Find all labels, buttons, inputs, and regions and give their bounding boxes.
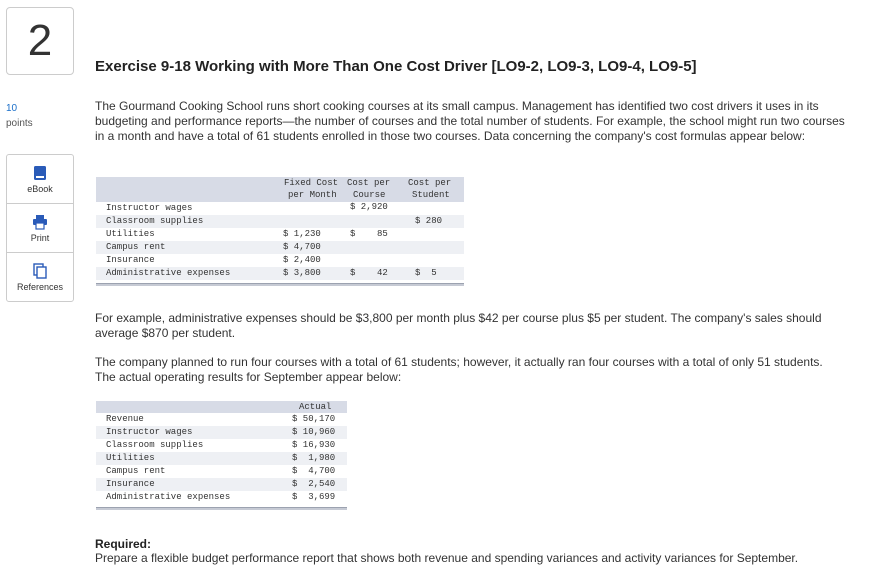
table-cell: $ 5 (415, 268, 437, 278)
course-header-line2: Course (353, 190, 386, 200)
table-cell: $ 3,800 (283, 268, 321, 278)
fixed-header-line2: per Month (288, 190, 337, 200)
table-row (96, 254, 464, 267)
row-label: Instructor wages (106, 427, 193, 437)
row-label: Administrative expenses (106, 268, 231, 278)
exercise-title: Exercise 9-18 Working with More Than One Cost Driver [LO9-2, LO9-3, LO9-4, LO9-5] (95, 58, 697, 75)
table-cell: $ 2,400 (283, 255, 321, 265)
cost-formula-table (96, 177, 464, 286)
table-bottom-rule (96, 507, 347, 510)
printer-icon (32, 214, 48, 230)
student-header-line1: Cost per (408, 178, 452, 188)
course-header-line1: Cost per (347, 178, 391, 188)
question-number: 2 (6, 7, 74, 75)
print-label: Print (30, 232, 50, 243)
row-label: Revenue (106, 414, 144, 424)
points-value: 10 (6, 103, 18, 114)
table-cell: $ 1,230 (283, 229, 321, 239)
book-icon (32, 165, 48, 181)
table-row (96, 452, 347, 465)
table-cell: $ 85 (350, 229, 388, 239)
fixed-header-line1: Fixed Cost (284, 178, 339, 188)
table-bottom-rule (96, 283, 464, 286)
table-cell: $ 280 (415, 216, 443, 226)
row-label: Insurance (106, 479, 155, 489)
table-cell: $ 4,700 (283, 242, 321, 252)
table-row (96, 413, 347, 426)
row-label: Campus rent (106, 242, 166, 252)
row-label: Utilities (106, 229, 155, 239)
row-label: Insurance (106, 255, 155, 265)
example-paragraph: For example, administrative expenses should be $3,800 per month plus $42 per course plus $5 per student. The company's sales should average $870 per student. (95, 311, 822, 340)
row-label: Campus rent (106, 466, 166, 476)
actual-header: Actual (299, 402, 332, 412)
table-cell: $ 16,930 (292, 440, 336, 450)
table-row (96, 241, 464, 254)
table-row (96, 202, 464, 215)
intro-paragraph: The Gourmand Cooking School runs short cooking courses at its small campus. Management has identified two cost drivers it uses in its budgeting and performance reports—the number of courses and the total number of students. For example, the school might run two courses in a month and have a total of 61 students enrolled in those two courses. Data concerning the company's cost formulas appear below: (95, 99, 845, 143)
table-cell: $ 1,980 (292, 453, 336, 463)
references-button[interactable] (7, 253, 73, 301)
table-cell: $ 50,170 (292, 414, 336, 424)
print-button[interactable] (7, 204, 73, 253)
required-heading: Required: (95, 537, 152, 551)
actual-results-table (96, 401, 347, 510)
table-cell: $ 2,540 (292, 479, 336, 489)
row-label: Classroom supplies (106, 216, 204, 226)
row-label: Classroom supplies (106, 440, 204, 450)
references-label: References (16, 281, 64, 292)
copy-icon (32, 263, 48, 279)
table-row (96, 426, 347, 439)
tools-panel (6, 154, 74, 302)
row-label: Instructor wages (106, 203, 193, 213)
table-cell: $ 42 (350, 268, 388, 278)
table-cell: $ 10,960 (292, 427, 336, 437)
table-row (96, 267, 464, 280)
ebook-label: eBook (27, 183, 53, 194)
table-row (96, 439, 347, 452)
ebook-button[interactable] (7, 155, 73, 204)
table-cell: $ 2,920 (350, 202, 388, 212)
required-text: Prepare a flexible budget performance report that shows both revenue and spending variances and activity variances for September. (95, 551, 799, 565)
student-header-line2: Student (412, 190, 450, 200)
table-row (96, 491, 347, 504)
points-label: points (6, 118, 33, 129)
table-row (96, 465, 347, 478)
actual-table-header (96, 401, 347, 413)
table-cell: $ 3,699 (292, 492, 336, 502)
plan-paragraph: The company planned to run four courses with a total of 61 students; however, it actually ran four courses with a total of only 51 students. The actual operating results for September appear below: (95, 355, 823, 384)
table-row (96, 228, 464, 241)
table-row (96, 478, 347, 491)
table-row (96, 215, 464, 228)
table-cell: $ 4,700 (292, 466, 336, 476)
row-label: Utilities (106, 453, 155, 463)
row-label: Administrative expenses (106, 492, 231, 502)
